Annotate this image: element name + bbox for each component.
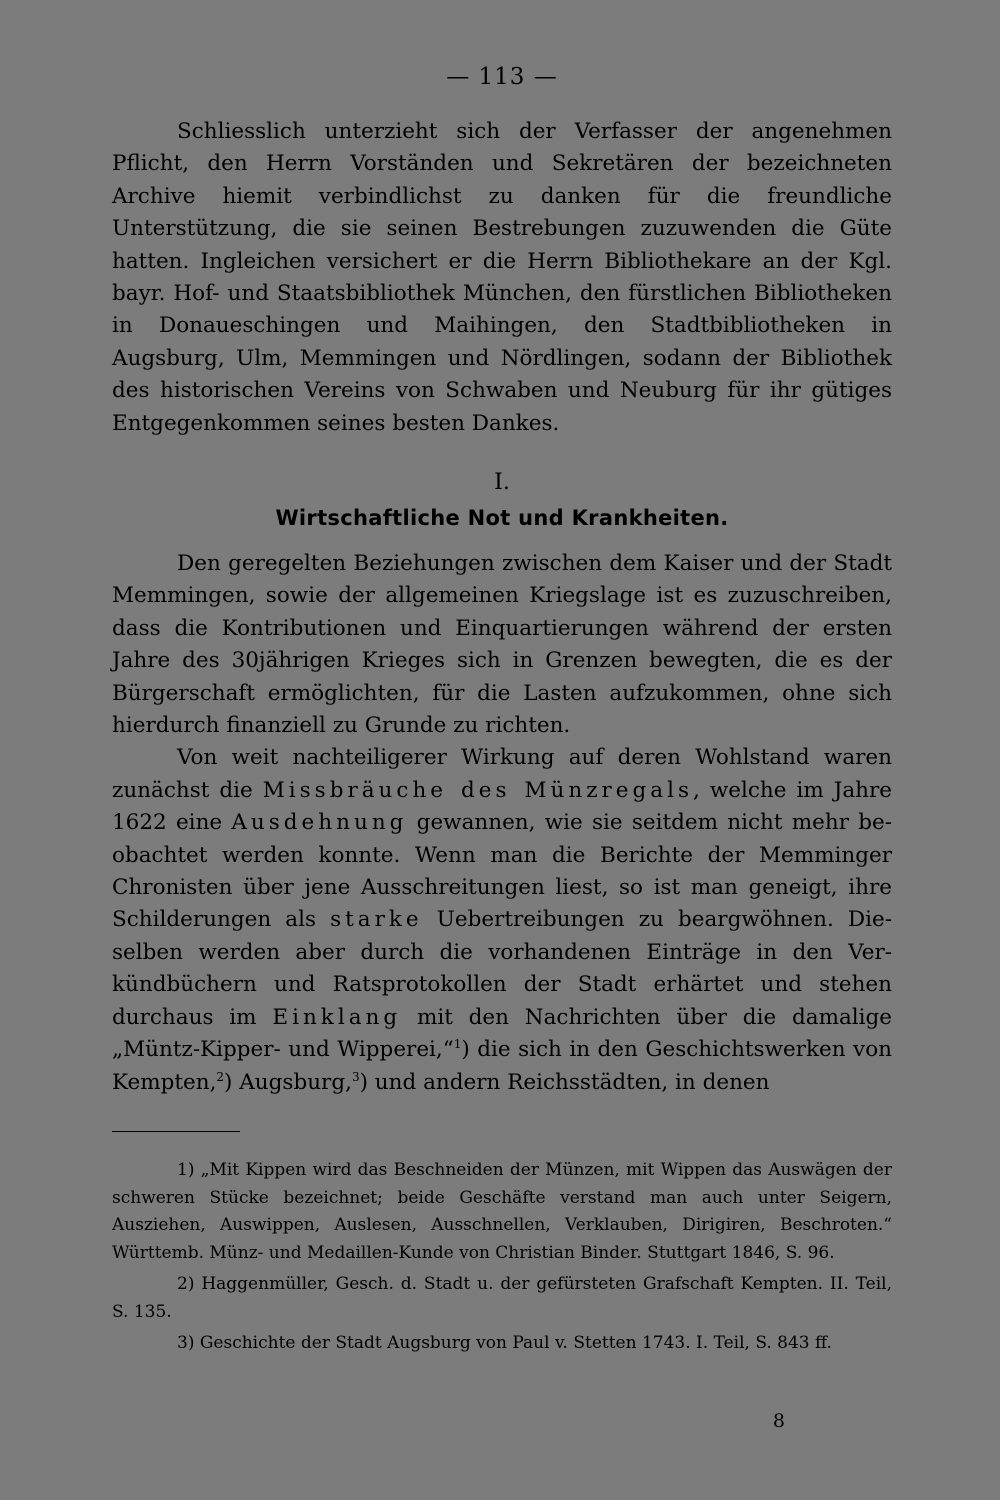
- signature-mark: 8: [772, 1410, 785, 1432]
- footnote-ref-1: 1: [453, 1036, 462, 1051]
- section-number: I.: [494, 470, 510, 495]
- paragraph-2-text: mit den Nachrichten über die damalige „Müntz-Kipper- und Wipperei,“: [112, 1004, 893, 1063]
- paragraph-2-text: Uebertreibungen zu beargwöhnen. Dieselben werden aber durch die vorhandenen Einträge in den Verkündbüchern und Ratsprotokollen der Stadt erhärtet und stehen durchaus im: [112, 907, 892, 1030]
- paragraph-2: [112, 742, 892, 1098]
- paragraph-2-text: gewannen, wie sie seitdem nicht mehr beobachtet werden konnte. Wenn man die Berichte der Memminger Chronisten über jene Ausschreitungen liest, so ist man geneigt, ihre Schilderungen als: [112, 810, 892, 933]
- emphasis-starke: starke: [330, 907, 423, 933]
- footnote-ref-2: 2: [216, 1069, 225, 1084]
- intro-block: [112, 116, 892, 440]
- footnotes: [112, 1157, 892, 1362]
- main-text: [112, 548, 892, 1099]
- footnote-ref-3: 3: [351, 1069, 360, 1084]
- paragraph-2-text: Von weit nachteiligerer Wirkung auf deren Wohlstand waren zunächst die: [112, 745, 892, 803]
- footnote-rule: [112, 1131, 240, 1132]
- footnote-2: 2) Haggenmüller, Gesch. d. Stadt u. der gefürsteten Grafschaft Kempten. II. Teil, S. 135.: [112, 1274, 892, 1322]
- intro-paragraph: Schliesslich unterzieht sich der Verfasser der angenehmen Pflicht, den Herrn Vorständen und Sekretären der bezeichneten Archive hiemit verbindlichst zu danken für die freundliche Unterstützung, die sie seinen Bestrebungen zuzuwenden die Güte hatten. Ingleichen versichert er die Herrn Bibliothekare an der Kgl. bayr. Hof- und Staatsbibliothek München, den fürstlichen Bibliotheken in Donaueschingen und Maihingen, den Stadtbibliotheken in Augsburg, Ulm, Memmingen und Nördlingen, sodann der Bibliothek des historischen Vereins von Schwaben und Neuburg für ihr gütiges Entgegenkommen seines besten Dankes.: [112, 119, 892, 436]
- paragraph-2-text: ) die sich in den Geschichtswerken von Kempten,: [112, 1037, 892, 1095]
- footnote-3: 3) Geschichte der Stadt Augsburg von Paul v. Stetten 1743. I. Teil, S. 843 ff.: [177, 1333, 832, 1353]
- emphasis-einklang: Einklang: [272, 1004, 402, 1030]
- page-number: — 113 —: [446, 64, 558, 90]
- paragraph-1: Den geregelten Beziehungen zwischen dem Kaiser und der Stadt Memmingen, sowie der allgemeinen Kriegslage ist es zuzuschreiben, dass die Kontributionen und Einquartierungen während der ersten Jahre des 30jährigen Krieges sich in Grenzen bewegten, die es der Bürgerschaft ermöglichten, für die Lasten aufzukommen, ohne sich hierdurch finanziell zu Grunde zu richten.: [112, 551, 892, 739]
- emphasis-missbraeuche: Missbräuche des Münzregals: [262, 777, 694, 803]
- paragraph-2-text: , welche im Jahre 1622 eine: [112, 777, 892, 836]
- footnote-1: 1) „Mit Kippen wird das Beschneiden der Münzen, mit Wippen das Auswägen der schweren Stücke bezeichnet; beide Geschäfte verstand man auch unter Seigern, Ausziehen, Auswippen, Auslesen, Ausschnellen, Verklauben, Dirigiren, Beschroten.“ Württemb. Münz- und Medaillen-Kunde von Christian Binder. Stuttgart 1846, S. 96.: [112, 1160, 892, 1263]
- section-title: Wirtschaftliche Not und Krankheiten.: [275, 506, 729, 530]
- paragraph-2-text: ) Augsburg,: [224, 1069, 352, 1095]
- emphasis-ausdehnung: Ausdehnung: [231, 810, 408, 836]
- paragraph-2-text: ) und andern Reichsstädten, in denen: [359, 1069, 770, 1095]
